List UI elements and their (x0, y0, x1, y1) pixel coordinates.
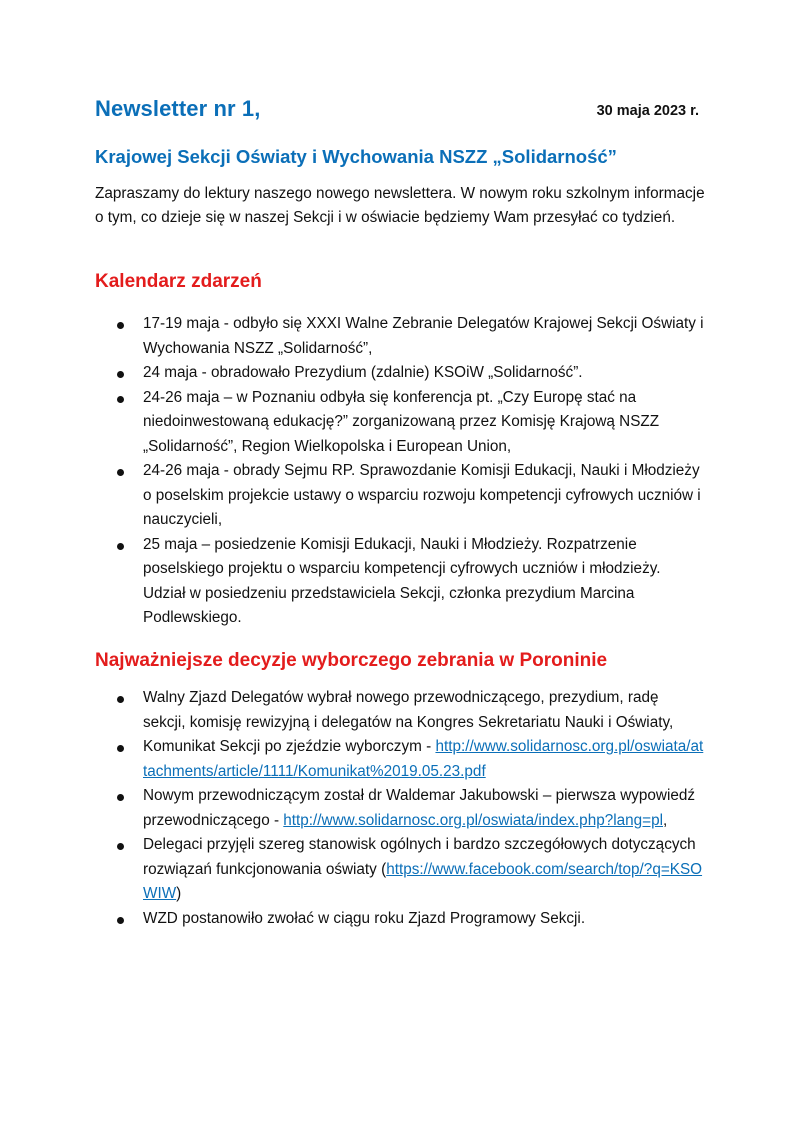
bullet-icon (117, 917, 124, 924)
list-item-text: 24 maja - obradowało Prezydium (zdalnie) KSOiW „Solidarność”. (143, 364, 583, 381)
newsletter-title: Newsletter nr 1, (95, 96, 261, 121)
bullet-icon (117, 543, 124, 550)
list-item (95, 686, 705, 735)
bullet-icon (117, 322, 124, 329)
paren-close: ) (176, 885, 182, 902)
paren-open: ( (381, 860, 387, 878)
bullet-icon (117, 469, 124, 476)
calendar-list (95, 312, 705, 631)
przewodniczacy-link[interactable]: http://www.solidarnosc.org.pl/oswiata/index.php?lang=pl (283, 811, 663, 829)
list-item (95, 386, 705, 460)
list-item (95, 833, 705, 907)
facebook-link[interactable]: https://www.facebook.com/search/top/?q=KSOWIW (143, 860, 703, 902)
list-item (95, 459, 705, 533)
bullet-icon (117, 794, 124, 801)
list-item-text: Komunikat Sekcji po zjeździe wyborczym - (143, 738, 432, 755)
list-item-text: 25 maja – posiedzenie Komisji Edukacji, Nauki i Młodzieży. Rozpatrzenie poselskiego projektu o wsparciu kompetencji cyfrowych uczniów i młodzieży. Udział w posiedzeniu przedstawiciela Sekcji, członka prezydium Marcina Podlewskiego. (143, 535, 661, 626)
newsletter-date: 30 maja 2023 r. (596, 103, 699, 119)
newsletter-subtitle: Krajowej Sekcji Oświaty i Wychowania NSZZ „Solidarność” (95, 146, 617, 167)
list-item (95, 735, 705, 784)
list-item-suffix: , (662, 811, 668, 829)
intro-paragraph: Zapraszamy do lektury naszego nowego newslettera. W nowym roku szkolnym informacje o tym, co dzieje się w naszej Sekcji i w oświacie będziemy Wam przesyłać co tydzień. (95, 185, 705, 226)
list-item (95, 784, 705, 833)
list-item (95, 533, 705, 631)
list-item (95, 361, 705, 386)
bullet-icon (117, 696, 124, 703)
header-row (95, 96, 699, 130)
list-item-text: 24-26 maja - obrady Sejmu RP. Sprawozdanie Komisji Edukacji, Nauki i Młodzieży o poselskim projekcie ustawy o wsparciu rozwoju kompetencji cyfrowych uczniów i nauczycieli, (143, 462, 701, 528)
list-item-text: Nowym przewodniczącym został dr Waldemar Jakubowski – pierwsza wypowiedź przewodniczącego - (143, 787, 696, 829)
bullet-icon (117, 396, 124, 403)
list-item-text: Walny Zjazd Delegatów wybrał nowego przewodniczącego, prezydium, radę sekcji, komisję rewizyjną i delegatów na Kongres Sekretariatu Nauki i Oświaty, (143, 689, 674, 731)
calendar-heading: Kalendarz zdarzeń (95, 271, 262, 292)
decisions-heading: Najważniejsze decyzje wyborczego zebrania w Poroninie (95, 650, 608, 671)
list-item-text: WZD postanowiło zwołać w ciągu roku Zjazd Programowy Sekcji. (143, 909, 586, 927)
list-item (95, 907, 705, 932)
bullet-icon (117, 745, 124, 752)
bullet-icon (117, 371, 124, 378)
list-item-text: Delegaci przyjęli szereg stanowisk ogólnych i bardzo szczegółowych dotyczących rozwiązań funkcjonowania oświaty (143, 836, 696, 878)
komunikat-link[interactable]: http://www.solidarnosc.org.pl/oswiata/attachments/article/1111/Komunikat%2019.05.23.pdf (143, 738, 704, 780)
list-item-text: 17-19 maja - odbyło się XXXI Walne Zebranie Delegatów Krajowej Sekcji Oświaty i Wychowania NSZZ „Solidarność”, (143, 315, 704, 357)
list-item (95, 312, 705, 361)
bullet-icon (117, 843, 124, 850)
list-item-text: 24-26 maja – w Poznaniu odbyła się konferencja pt. „Czy Europę stać na niedoinwestowaną edukację?” zorganizowaną przez Komisję Krajową NSZZ „Solidarność”, Region Wielkopolska i European Union, (143, 388, 660, 455)
decisions-list (95, 686, 705, 931)
